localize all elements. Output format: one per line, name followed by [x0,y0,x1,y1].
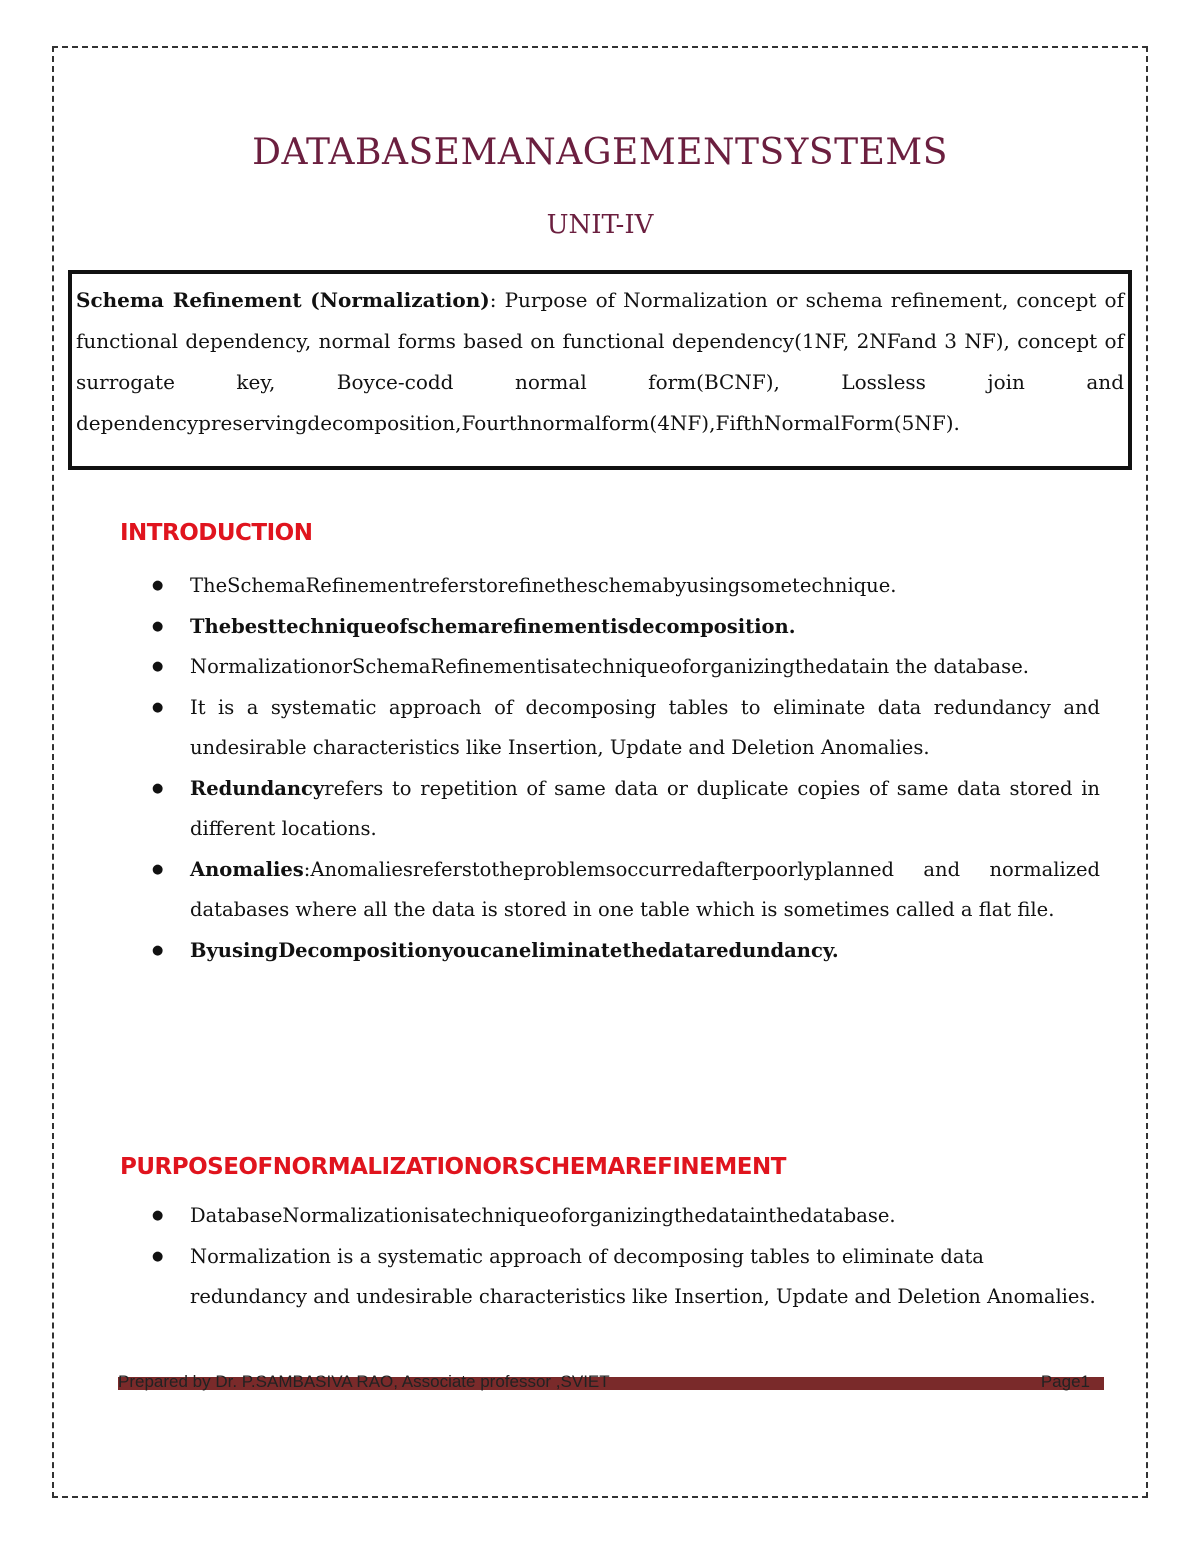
introduction-list [150,566,1100,971]
footer-credit: Prepared by Dr. P.SAMBASIVA RAO, Associate professor ,SVIET [118,1372,610,1391]
anomalies-term: Anomalies [190,857,304,881]
list-item [150,850,1100,931]
list-item [150,1196,1100,1237]
introduction-heading: INTRODUCTION [120,520,313,546]
document-title: DATABASEMANAGEMENTSYSTEMS [252,132,948,173]
list-item-text: ByusingDecompositionyoucaneliminatethedataredundancy. [190,938,839,962]
list-item-text: Thebesttechniqueofschemarefinementisdecomposition. [190,614,796,638]
list-item-text: TheSchemaRefinementreferstorefinetheschemabyusingsometechnique. [190,574,897,597]
purpose-heading: PURPOSEOFNORMALIZATIONORSCHEMAREFINEMENT [120,1154,786,1180]
list-item [150,769,1100,850]
list-item [150,688,1100,769]
purpose-list [150,1196,1100,1318]
syllabus-box [68,270,1132,470]
list-item-text: It is a systematic approach of decomposing tables to eliminate data redundancy and undesirable characteristics like Insertion, Update and Deletion Anomalies. [190,695,1100,759]
list-item-text: refers to repetition of same data or duplicate copies of same data stored in different locations. [190,776,1100,840]
unit-label: UNIT-IV [546,210,654,240]
page-number: Page1 [1040,1372,1090,1391]
list-item [150,566,1100,607]
syllabus-text: : Purpose of Normalization or schema refinement, concept of functional dependency, normal forms based on functional dependency(1NF, 2NFand 3 NF), concept of surrogate key, Boyce-codd normal form(BCNF), Lossless join and dependencypreservingdecomposition,Fourthnormalform(4NF),FifthNormalForm(5NF). [76,288,1124,435]
list-item-text: Normalization is a systematic approach of decomposing tables to eliminate data redundancy and undesirable characteristics like Insertion, Update and Deletion Anomalies. [190,1244,1096,1308]
list-item-text: DatabaseNormalizationisatechniqueoforganizingthedatainthedatabase. [190,1204,896,1227]
list-item [150,931,1100,972]
syllabus-lead: Schema Refinement (Normalization) [76,288,490,312]
list-item-text: NormalizationorSchemaRefinementisatechniqueoforganizingthedatain the database. [190,655,1029,678]
list-item [150,1237,1100,1318]
redundancy-term: Redundancy [190,776,325,800]
list-item-text: :Anomaliesreferstotheproblemsoccurredafterpoorlyplanned and normalized databases where all the data is stored in one table which is sometimes called a flat file. [190,857,1100,921]
list-item [150,607,1100,648]
list-item [150,647,1100,688]
